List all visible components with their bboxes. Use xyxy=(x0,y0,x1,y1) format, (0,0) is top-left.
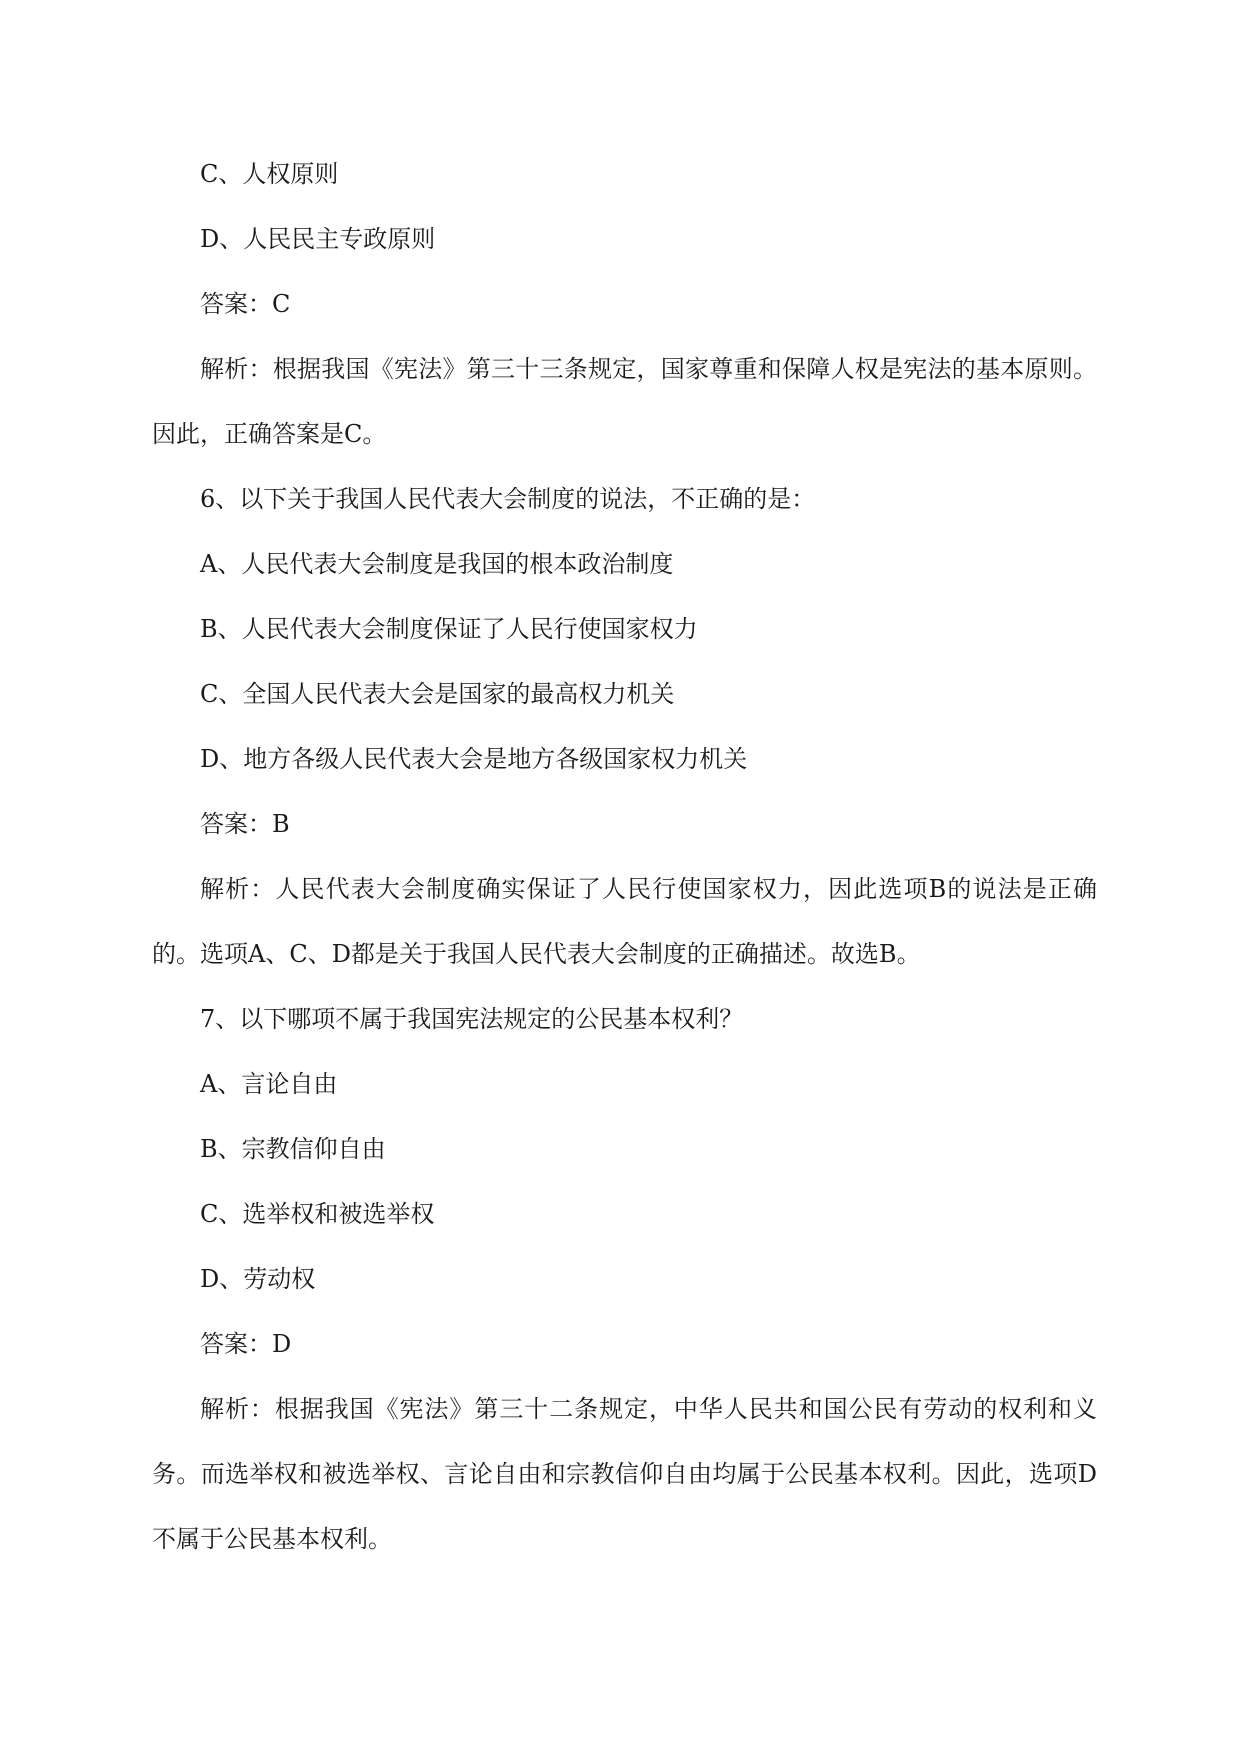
q7-analysis: 解析：根据我国《宪法》第三十二条规定，中华人民共和国公民有劳动的权利和义务。而选举权和被选举权、言论自由和宗教信仰自由均属于公民基本权利。因此，选项D不属于公民基本权利。 xyxy=(152,1395,1097,1553)
q7-option-b: B、宗教信仰自由 xyxy=(200,1135,386,1163)
document-body xyxy=(152,142,1097,1572)
q5-option-c: C、人权原则 xyxy=(200,160,339,188)
q5-option-d: D、人民民主专政原则 xyxy=(200,225,436,253)
q6-analysis: 解析：人民代表大会制度确实保证了人民行使国家权力，因此选项B的说法是正确的。选项A、C、D都是关于我国人民代表大会制度的正确描述。故选B。 xyxy=(152,875,1097,968)
q6-option-c: C、全国人民代表大会是国家的最高权力机关 xyxy=(200,680,675,708)
q5-analysis: 解析：根据我国《宪法》第三十三条规定，国家尊重和保障人权是宪法的基本原则。因此，正确答案是C。 xyxy=(152,355,1097,448)
q6-option-b: B、人民代表大会制度保证了人民行使国家权力 xyxy=(200,615,698,643)
q7-option-c: C、选举权和被选举权 xyxy=(200,1200,435,1228)
q7-answer: 答案：D xyxy=(200,1330,292,1358)
q7-option-a: A、言论自由 xyxy=(200,1070,338,1098)
q6-question: 6、以下关于我国人民代表大会制度的说法，不正确的是： xyxy=(200,485,816,513)
q7-option-d: D、劳动权 xyxy=(200,1265,316,1293)
q6-option-a: A、人民代表大会制度是我国的根本政治制度 xyxy=(200,550,674,578)
q7-question: 7、以下哪项不属于我国宪法规定的公民基本权利？ xyxy=(200,1005,744,1033)
q6-answer: 答案：B xyxy=(200,810,290,838)
q5-answer: 答案：C xyxy=(200,290,291,318)
q6-option-d: D、地方各级人民代表大会是地方各级国家权力机关 xyxy=(200,745,748,773)
